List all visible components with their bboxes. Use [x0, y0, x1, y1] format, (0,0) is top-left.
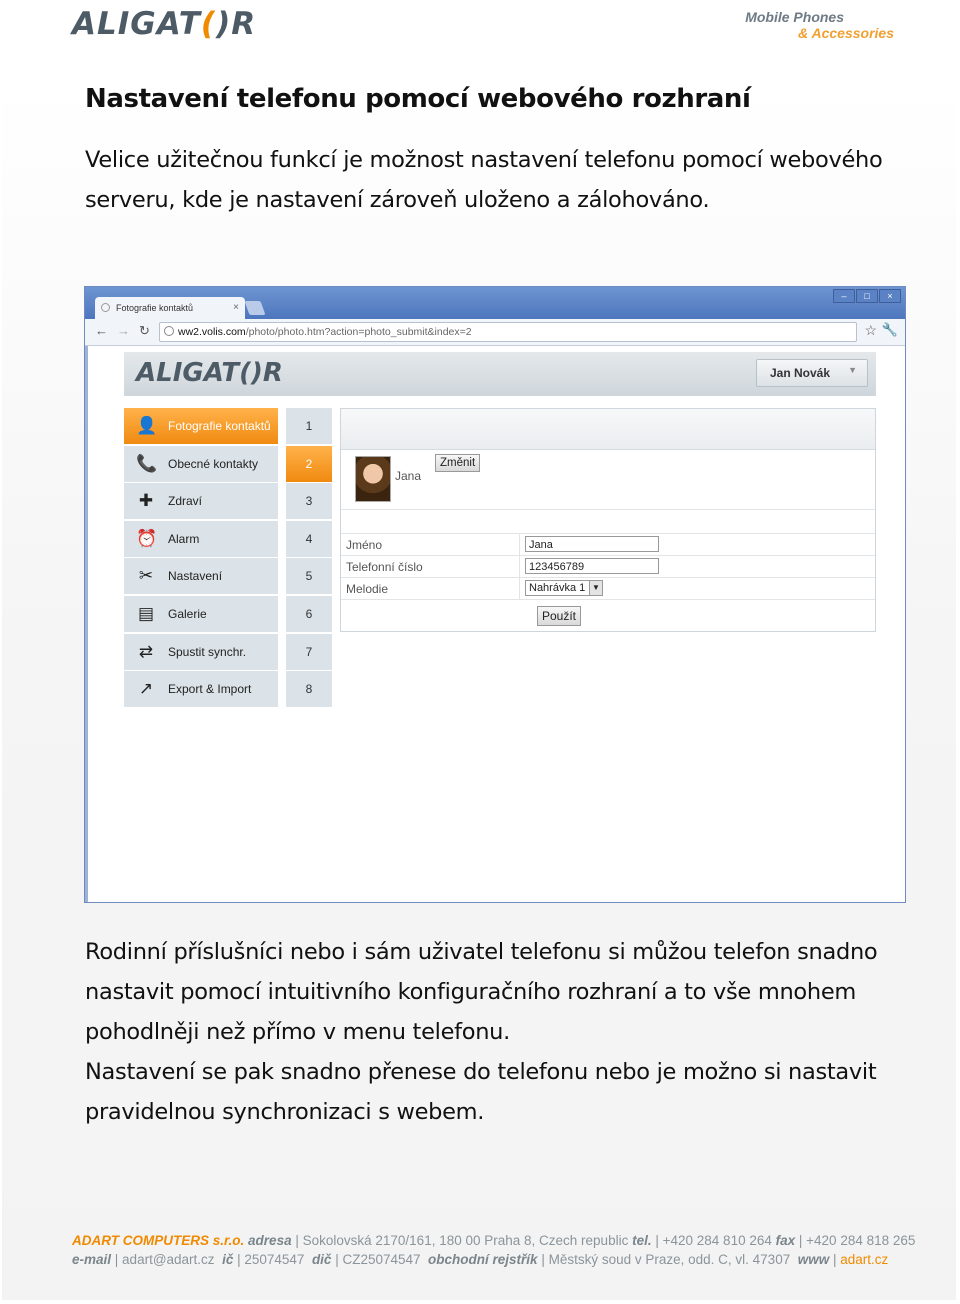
- new-tab-button[interactable]: [244, 301, 265, 315]
- phone-icon: 📞: [136, 453, 158, 473]
- contact-number-8[interactable]: 8: [286, 671, 332, 707]
- sidebar-item-8[interactable]: [124, 671, 278, 707]
- globe-icon: [164, 326, 174, 336]
- sidebar-item-label: Fotografie kontaktů: [168, 419, 271, 433]
- browser-tab[interactable]: [95, 297, 245, 319]
- browser-toolbar: [85, 319, 905, 346]
- tagline-line-2: & Accessories: [798, 25, 894, 41]
- sidebar-item-2[interactable]: [124, 446, 278, 482]
- alarm-clock-icon: ⏰: [136, 528, 158, 548]
- user-menu-button[interactable]: [756, 359, 868, 387]
- sidebar-item-label: Zdraví: [168, 494, 203, 509]
- contact-number-3[interactable]: 3: [286, 483, 332, 519]
- footer-email[interactable]: adart@adart.cz: [122, 1252, 215, 1267]
- aligator-logo: ALIGAT()R: [72, 6, 257, 42]
- sidebar-item-4[interactable]: [124, 521, 278, 557]
- back-icon[interactable]: ←: [95, 323, 108, 338]
- web-app-content: [85, 346, 905, 902]
- tools-icon: ✂: [138, 566, 154, 586]
- form-row-phone: [341, 555, 875, 578]
- name-input[interactable]: Jana: [525, 536, 659, 552]
- sidebar-item-7[interactable]: [124, 634, 278, 670]
- footer-email-label: e-mail: [72, 1252, 112, 1267]
- footer-www-label: www: [797, 1252, 830, 1267]
- user-name: Jan Novák: [770, 366, 831, 380]
- intro-paragraph: Velice užitečnou funkcí je možnost nastavení telefonu pomocí webového serveru, kde je nastavení zároveň uloženo a zálohováno.: [85, 147, 883, 213]
- tab-title: Fotografie kontaktů: [116, 303, 194, 313]
- browser-titlebar: [85, 287, 905, 319]
- footer-register-label: obchodní rejstřík: [428, 1252, 538, 1267]
- sidebar-item-5[interactable]: [124, 558, 278, 594]
- ringtone-label: Melodie: [346, 582, 389, 596]
- apply-button[interactable]: Použít: [537, 606, 581, 626]
- sync-icon: ⇄: [138, 641, 154, 661]
- sidebar-item-1[interactable]: [124, 408, 278, 444]
- health-cross-icon: ✚: [138, 491, 154, 511]
- app-header: [124, 352, 876, 396]
- forward-icon[interactable]: →: [117, 323, 130, 338]
- contact-number-4[interactable]: 4: [286, 521, 332, 557]
- footer: [72, 1231, 915, 1269]
- contact-number-1[interactable]: 1: [286, 408, 332, 444]
- sidebar-item-label: Nastavení: [168, 569, 223, 584]
- close-tab-icon[interactable]: ×: [233, 302, 239, 313]
- export-import-icon: ↗: [138, 679, 154, 699]
- footer-line-1: ADART COMPUTERS s.r.o. adresa | Sokolovská 2170/161, 180 00 Praha 8, Czech republic tel. | +420 284 810 264 fax | +420 284 818 265: [72, 1233, 916, 1248]
- footer-www[interactable]: adart.cz: [840, 1252, 889, 1267]
- tagline-line-1: Mobile Phones: [745, 9, 844, 25]
- footer-ic-label: ič: [222, 1252, 234, 1267]
- contact-number-7[interactable]: 7: [286, 634, 332, 670]
- sidebar-item-label: Spustit synchr.: [168, 644, 247, 659]
- minimize-icon[interactable]: –: [833, 289, 855, 303]
- contact-edit-panel: [340, 408, 876, 632]
- footer-register: Městský soud v Praze, odd. C, vl. 47307: [548, 1252, 791, 1267]
- close-window-icon[interactable]: ×: [879, 289, 901, 303]
- footer-line-2: e-mail | adart@adart.cz ič | 25074547 dič | CZ25074547 obchodní rejstřík | Městský soud v Praze, odd. C, vl. 47307 www | adart.cz: [72, 1252, 889, 1267]
- gallery-icon: ▤: [137, 603, 155, 623]
- contact-number-list: [286, 408, 332, 709]
- footer-tel: +420 284 810 264: [662, 1233, 772, 1248]
- sidebar-item-6[interactable]: [124, 596, 278, 632]
- contact-number-5[interactable]: 5: [286, 558, 332, 594]
- name-label: Jméno: [346, 538, 383, 552]
- contacts-photo-icon: 👤: [136, 416, 158, 435]
- page-favicon-icon: [101, 303, 110, 312]
- footer-ic: 25074547: [244, 1252, 305, 1267]
- wrench-icon[interactable]: 🔧: [881, 322, 898, 337]
- panel-header: [341, 409, 875, 450]
- tagline: [745, 9, 894, 41]
- chevron-down-icon: ▼: [848, 365, 857, 375]
- form-row-ringtone: [341, 577, 875, 600]
- form-row-actions: [341, 599, 875, 633]
- footer-company: ADART COMPUTERS s.r.o.: [72, 1233, 245, 1248]
- url-text: ww2.volis.com/photo/photo.htm?action=photo_submit&index=2: [178, 326, 472, 338]
- browser-window: [84, 286, 906, 903]
- ringtone-value: Nahrávka 1: [529, 582, 586, 594]
- reload-icon[interactable]: ↻: [139, 323, 150, 338]
- address-bar[interactable]: [159, 322, 857, 342]
- page-heading: Nastavení telefonu pomocí webového rozhraní: [85, 84, 751, 114]
- select-arrow-icon: ▼: [589, 581, 602, 595]
- footer-dic: CZ25074547: [342, 1252, 421, 1267]
- body-paragraph-2: Nastavení se pak snadno přenese do telefonu nebo je možno si nastavit pravidelnou synchronizaci s webem.: [85, 1059, 877, 1125]
- sidebar-item-label: Alarm: [168, 531, 200, 546]
- footer-address: Sokolovská 2170/161, 180 00 Praha 8, Czech republic: [302, 1233, 629, 1248]
- window-controls: [832, 289, 901, 303]
- contact-number-6[interactable]: 6: [286, 596, 332, 632]
- footer-fax-label: fax: [775, 1233, 796, 1248]
- form-row-name: [341, 533, 875, 556]
- footer-dic-label: dič: [311, 1252, 332, 1267]
- footer-address-label: adresa: [248, 1233, 292, 1248]
- sidebar-item-label: Obecné kontakty: [168, 456, 259, 471]
- body-paragraph-1: Rodinní příslušníci nebo i sám uživatel telefonu si můžou telefon snadno nastavit pomocí intuitivního konfiguračního rozhraní a to vše mnohem pohodlněji než přímo v menu telefonu.: [85, 939, 878, 1045]
- footer-fax: +420 284 818 265: [806, 1233, 916, 1248]
- maximize-icon[interactable]: □: [856, 289, 878, 303]
- phone-input[interactable]: 123456789: [525, 558, 659, 574]
- sidebar-menu: [124, 408, 278, 709]
- bookmark-star-icon[interactable]: ☆: [864, 322, 877, 338]
- phone-label: Telefonní číslo: [346, 560, 423, 574]
- contact-number-2[interactable]: 2: [286, 446, 332, 482]
- app-logo: ALIGAT()R: [136, 358, 283, 388]
- sidebar-item-label: Galerie: [168, 606, 207, 621]
- contact-photo: [355, 456, 391, 502]
- ringtone-select[interactable]: [525, 580, 603, 596]
- change-photo-button[interactable]: Změnit: [435, 454, 480, 472]
- form-spacer-row: [341, 509, 875, 534]
- sidebar-item-3[interactable]: [124, 483, 278, 519]
- footer-tel-label: tel.: [632, 1233, 652, 1248]
- photo-contact-name: Jana: [395, 469, 422, 483]
- sidebar-item-label: Export & Import: [168, 682, 252, 697]
